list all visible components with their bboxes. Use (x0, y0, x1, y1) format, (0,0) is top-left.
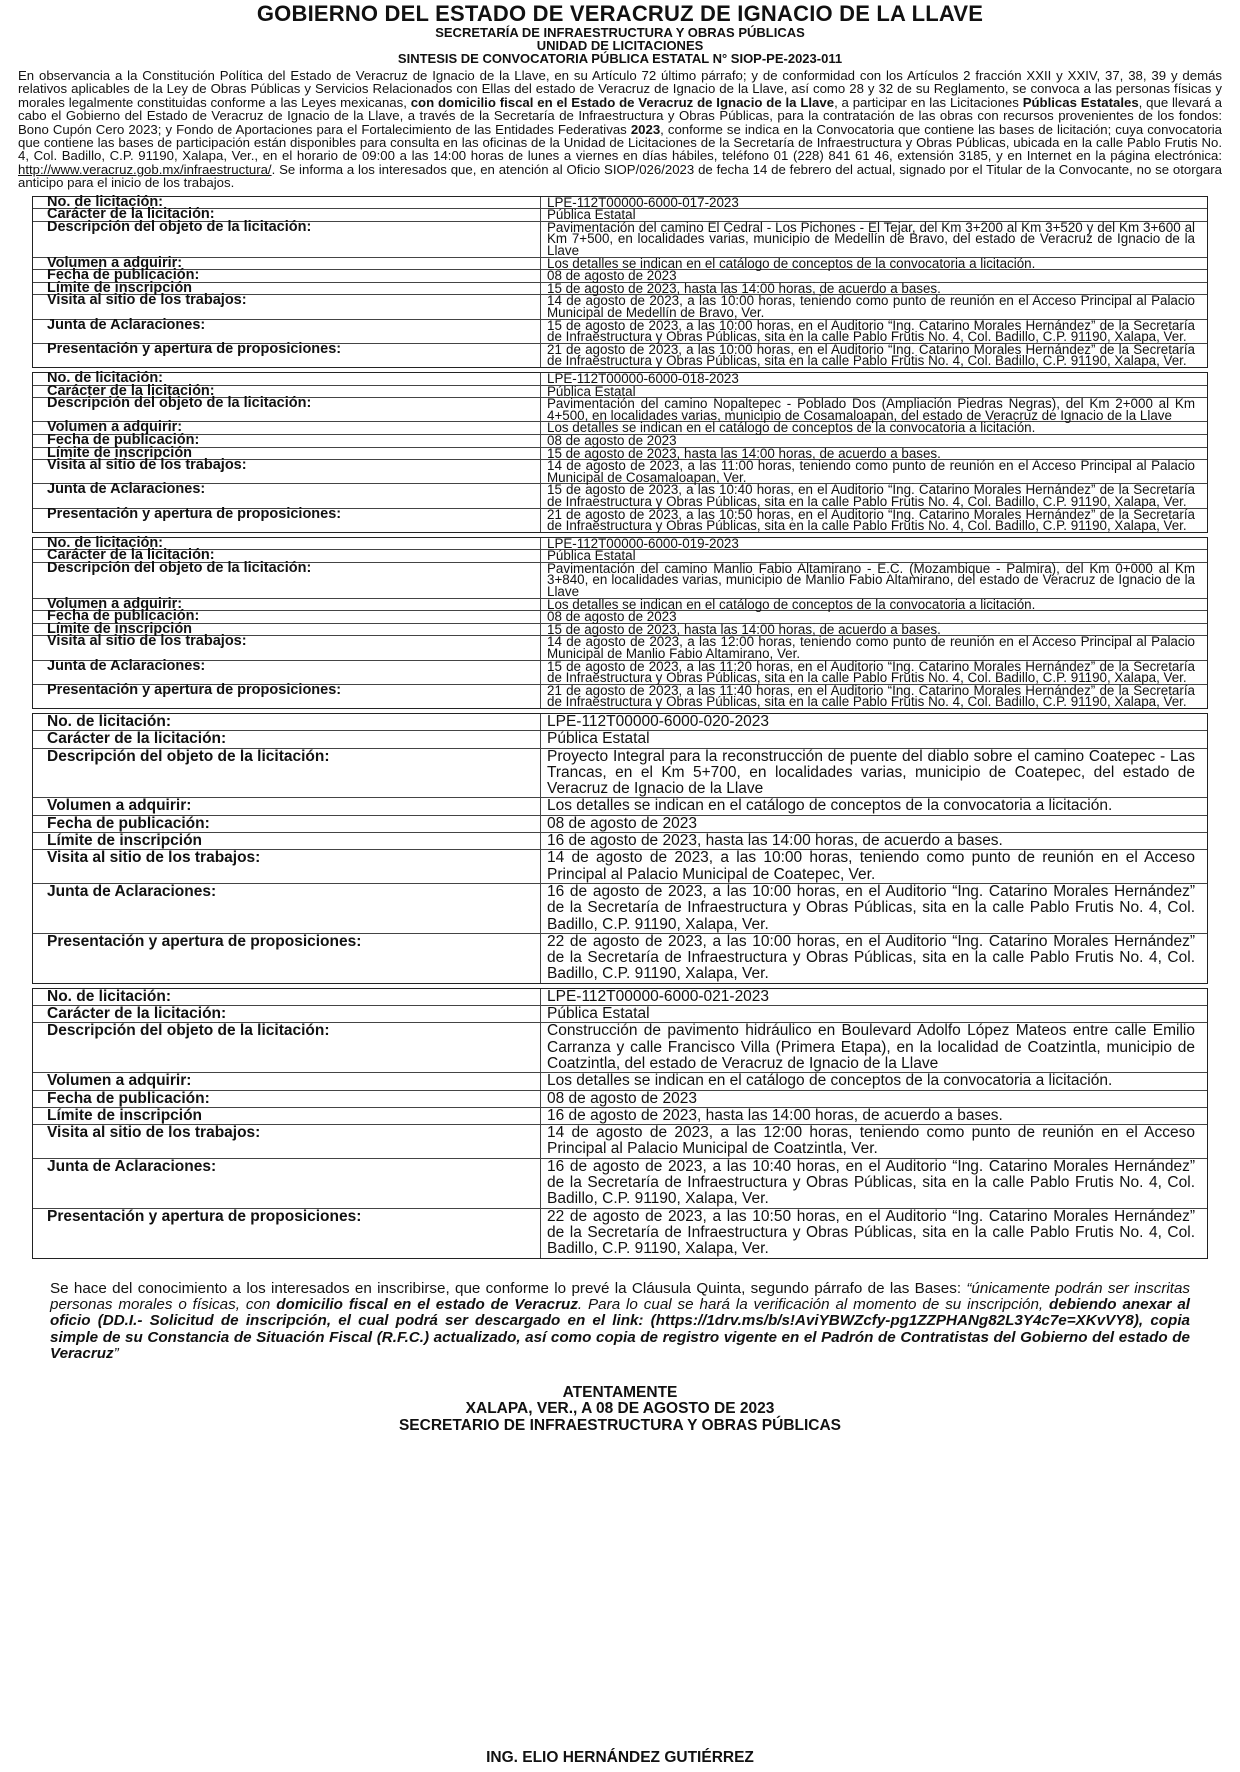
field-label-junta: Junta de Aclaraciones: (33, 1159, 541, 1208)
table-row-descripcion (33, 218, 1207, 259)
infraestructura-link[interactable]: http://www.veracruz.gob.mx/infraestructura/ (18, 161, 272, 177)
table-row-visita (33, 633, 1207, 662)
field-value-presentacion: 22 de agosto de 2023, a las 10:00 horas, en el Auditorio “Ing. Catarino Morales Hernández” de la Secretaría de Infraestructura y Obras Públicas, sita en la calle Pablo Frutis No. 4, Col. Badillo, C.P. 91190, Xalapa, Ver. (547, 932, 1195, 983)
field-value-junta: 15 de agosto de 2023, a las 11:20 horas, en el Auditorio “Ing. Catarino Morales Hernández” de la Secretaría de Infraestructura y Obras Públicas, sita en la calle Pablo Frutis No. 4, Col. Badillo, C.P. 91190, Xalapa, Ver. (547, 658, 1195, 686)
table-row-presentacion (33, 1209, 1207, 1258)
table-row-junta (33, 884, 1207, 934)
table-row-caracter (33, 731, 1207, 748)
field-label-descripcion: Descripción del objeto de la licitación: (33, 1023, 541, 1072)
field-value-caracter: Pública Estatal (547, 548, 636, 564)
intro-text-1: En observancia a la Constitución Política del Estado de Veracruz de Ignacio de la Llave, en su Artículo 72 último párrafo; y de conformidad con los Artículos 2 fracción XXII y XXIV, 37, 38, 39 y demás relativos aplicables de la Ley de Obras Públicas y Servicios Relacionados con Ellas del estado de Veracruz de Ignacio de la Llave, así como 28 y 32 de su Reglamento, se convoca a las personas físicas y morales legalmente constituidas conforme a las Leyes mexicanas, (18, 68, 1222, 110)
field-value-visita: 14 de agosto de 2023, a las 11:00 horas, teniendo como punto de reunión en el Acceso Principal al Palacio Municipal de Cosamaloapan, Ver. (547, 458, 1195, 485)
field-label-fecha: Fecha de publicación: (33, 435, 541, 447)
field-label-limite: Límite de inscripción (33, 833, 541, 849)
field-label-presentacion: Presentación y apertura de proposiciones: (33, 934, 541, 983)
page-title: GOBIERNO DEL ESTADO DE VERACRUZ DE IGNACIO DE LA LLAVE (256, 1, 984, 26)
table-row-descripcion (33, 1023, 1207, 1073)
field-label-junta: Junta de Aclaraciones: (33, 484, 541, 507)
field-value-descripcion: Pavimentación del camino Nopaltepec - Poblado Dos (Ampliación Piedras Negras), del Km 2+000 al Km 4+500, en localidades varias, municipio de Cosamaloapan, del estado de Veracruz de Ignacio de la Llave (547, 396, 1195, 423)
field-value-caracter: Pública Estatal (547, 1005, 650, 1023)
field-value-visita: 14 de agosto de 2023, a las 10:00 horas, teniendo como punto de reunión en el Acceso Principal al Palacio Municipal de Medellín de Bravo, Ver. (547, 293, 1195, 320)
field-value-visita: 14 de agosto de 2023, a las 12:00 horas, teniendo como punto de reunión en el Acceso Principal al Palacio Municipal de Manlio Fabio Altamirano, Ver. (547, 634, 1195, 662)
field-label-presentacion: Presentación y apertura de proposiciones: (33, 685, 541, 708)
field-value-limite: 16 de agosto de 2023, hasta las 14:00 horas, de acuerdo a bases. (547, 1106, 1003, 1124)
table-row-descripcion (33, 749, 1207, 799)
note-italic-1: “únicamente podrán ser inscritas personas morales o físicas, con (50, 1279, 1191, 1313)
field-label-volumen: Volumen a adquirir: (33, 258, 541, 270)
signer-position: SECRETARIO DE INFRAESTRUCTURA Y OBRAS PÚBLICAS (398, 1416, 842, 1434)
field-label-volumen: Volumen a adquirir: (33, 798, 541, 814)
field-value-caracter: Pública Estatal (547, 383, 636, 399)
field-label-presentacion: Presentación y apertura de proposiciones: (33, 1209, 541, 1258)
field-value-fecha: 08 de agosto de 2023 (547, 268, 677, 284)
field-value-presentacion: 21 de agosto de 2023, a las 10:50 horas, en el Auditorio “Ing. Catarino Morales Hernández” de la Secretaría de Infraestructura y Obras Públicas, sita en la calle Pablo Frutis No. 4, Col. Badillo, C.P. 91190, Xalapa, Ver. (547, 506, 1195, 534)
atentamente-label: ATENTAMENTE (562, 1383, 678, 1401)
table-row-volumen (33, 798, 1207, 815)
field-value-fecha: 08 de agosto de 2023 (547, 432, 677, 448)
table-row-descripcion (33, 395, 1207, 423)
field-label-volumen: Volumen a adquirir: (33, 1073, 541, 1089)
table-row-visita (33, 1125, 1207, 1159)
field-label-descripcion: Descripción del objeto de la licitación: (33, 749, 541, 798)
field-value-caracter: Pública Estatal (547, 730, 650, 748)
field-label-presentacion: Presentación y apertura de proposiciones: (33, 509, 541, 532)
field-label-caracter: Carácter de la licitación: (33, 1006, 541, 1022)
intro-bold-1: con domicilio fiscal en el Estado de Veracruz de Ignacio de la Llave (410, 94, 835, 110)
field-label-junta: Junta de Aclaraciones: (33, 884, 541, 933)
field-value-descripcion: Proyecto Integral para la reconstrucción de puente del diablo sobre el camino Coatepec - Las Trancas, en el Km 5+700, en localidades varias, municipio de Coatepec, del estado de Veracruz de Ignacio de la Llave (547, 747, 1195, 798)
intro-paragraph (18, 69, 1222, 190)
licitacion-table (32, 369, 1208, 534)
field-value-descripcion: Pavimentación del camino Manlio Fabio Altamirano - E.C. (Mozambique - Palmira), del Km 0+000 al Km 3+840, en localidades varias, municipio de Manlio Fabio Altamirano, del estado de Veracruz de Ignacio de la Llave (547, 560, 1195, 600)
table-row-volumen (33, 1073, 1207, 1090)
field-value-descripcion: Construcción de pavimento hidráulico en Boulevard Adolfo López Mateos entre calle Emilio Carranza y calle Francisco Villa (Primera Etapa), en la localidad de Coatzintla, municipio de Coatzintla, del estado de Veracruz de Ignacio de la Llave (547, 1022, 1195, 1072)
table-row-junta (33, 1159, 1207, 1209)
note-bold-1: domicilio fiscal en el estado de Veracruz (276, 1295, 578, 1313)
intro-text-5: . Se informa a los interesados que, en atención al Oficio SIOP/026/2023 de fecha 14 de febrero del actual, signado por el Titular de la Convocante, no se otorgara anticipo para el inicio de los trabajos. (18, 161, 1222, 191)
field-label-descripcion: Descripción del objeto de la licitación: (33, 398, 541, 421)
licitacion-table (32, 193, 1208, 369)
note-italic-3: ” (113, 1345, 119, 1363)
table-row-visita (33, 850, 1207, 884)
field-value-no: LPE-112T00000-6000-019-2023 (547, 535, 739, 551)
field-value-junta: 16 de agosto de 2023, a las 10:40 horas, en el Auditorio “Ing. Catarino Morales Hernández” de la Secretaría de Infraestructura y Obras Públicas, sita en la calle Pablo Frutis No. 4, Col. Badillo, C.P. 91190, Xalapa, Ver. (547, 1157, 1195, 1208)
field-label-caracter: Carácter de la licitación: (33, 731, 541, 747)
field-label-descripcion: Descripción del objeto de la licitación: (33, 563, 541, 598)
field-label-descripcion: Descripción del objeto de la licitación: (33, 222, 541, 257)
field-value-limite: 16 de agosto de 2023, hasta las 14:00 horas, de acuerdo a bases. (547, 832, 1003, 850)
table-row-presentacion (33, 505, 1207, 534)
field-value-no: LPE-112T00000-6000-021-2023 (547, 987, 770, 1005)
licitacion-table (32, 713, 1208, 984)
note-bold-2: debiendo anexar al oficio (DD.I.- Solicitud de inscripción, el cual podrá ser descargado en el link: (https://1drv.ms/b/s!AviYBWZcfy-pg1ZZPHANg82L3Y4c7e=XKvVY8), copia simple de su Constancia de Situación Fiscal (R.F.C.) actualizado, así como copia de registro vigente en el Padrón de Contratistas del Gobierno del estado de Veracruz (50, 1295, 1191, 1363)
field-value-limite: 15 de agosto de 2023, hasta las 14:00 horas, de acuerdo a bases. (547, 280, 941, 296)
field-label-no: No. de licitación: (33, 538, 541, 550)
field-value-presentacion: 21 de agosto de 2023, a las 11:40 horas, en el Auditorio “Ing. Catarino Morales Hernández” de la Secretaría de Infraestructura y Obras Públicas, sita en la calle Pablo Frutis No. 4, Col. Badillo, C.P. 91190, Xalapa, Ver. (547, 682, 1195, 710)
intro-bold-2: Públicas Estatales (1022, 94, 1139, 110)
signature-block (18, 1385, 1222, 1435)
table-row-no (33, 989, 1207, 1006)
field-value-volumen: Los detalles se indican en el catálogo de conceptos de la convocatoria a licitación. (547, 255, 1036, 271)
field-label-limite: Límite de inscripción (33, 624, 541, 636)
field-label-presentacion: Presentación y apertura de proposiciones: (33, 344, 541, 367)
intro-text-3: , que llevará a cabo el Gobierno del Estado de Veracruz de Ignacio de la Llave, a través de la Secretaría de Infraestructura y Obras Públicas, para la contratación de las obras con recursos provenientes de los fondos: Bono Cupón Cero 2023; y Fondo de Aportaciones para el Fortalecimiento de las Entidades Federativas (18, 94, 1222, 137)
sintesis-heading: SINTESIS DE CONVOCATORIA PÚBLICA ESTATAL N° SIOP-PE-2023-011 (397, 51, 843, 66)
table-row-visita (33, 457, 1207, 485)
field-label-visita: Visita al sitio de los trabajos: (33, 636, 541, 659)
field-label-fecha: Fecha de publicación: (33, 816, 541, 832)
field-value-visita: 14 de agosto de 2023, a las 12:00 horas, teniendo como punto de reunión en el Acceso Principal al Palacio Municipal de Coatzintla, Ver. (547, 1124, 1195, 1158)
field-value-fecha: 08 de agosto de 2023 (547, 814, 697, 832)
field-value-no: LPE-112T00000-6000-018-2023 (547, 370, 739, 386)
intro-bold-3: 2023 (630, 121, 661, 137)
note-text-1: Se hace del conocimiento a los interesados en inscribirse, que conforme lo prevé la Cláusula Quinta, segundo párrafo de las Bases: (50, 1279, 967, 1297)
field-value-volumen: Los detalles se indican en el catálogo de conceptos de la convocatoria a licitación. (547, 420, 1036, 436)
field-label-junta: Junta de Aclaraciones: (33, 320, 541, 343)
licitacion-table (32, 534, 1208, 710)
field-label-no: No. de licitación: (33, 197, 541, 209)
field-value-junta: 16 de agosto de 2023, a las 10:00 horas, en el Auditorio “Ing. Catarino Morales Hernández” de la Secretaría de Infraestructura y Obras Públicas, sita en la calle Pablo Frutis No. 4, Col. Badillo, C.P. 91190, Xalapa, Ver. (547, 882, 1195, 933)
table-row-caracter (33, 1006, 1207, 1023)
table-row-presentacion (33, 340, 1207, 369)
table-row-junta (33, 481, 1207, 509)
inscription-note (50, 1281, 1190, 1363)
document-header (18, 2, 1222, 65)
field-value-visita: 14 de agosto de 2023, a las 10:00 horas, teniendo como punto de reunión en el Acceso Principal al Palacio Municipal de Coatepec, Ver. (547, 849, 1195, 883)
field-label-no: No. de licitación: (33, 989, 541, 1005)
field-value-descripcion: Pavimentación del camino El Cedral - Los Pichones - El Tejar, del Km 3+200 al Km 3+520 y del Km 3+600 al Km 7+500, en localidades varias, municipio de Medellín de Bravo, del estado de Veracruz de Ignacio de la Llave (547, 219, 1195, 259)
field-value-fecha: 08 de agosto de 2023 (547, 1089, 697, 1107)
table-row-presentacion (33, 681, 1207, 710)
licitaciones-tables (18, 193, 1222, 1259)
licitacion-table (32, 988, 1208, 1259)
field-label-caracter: Carácter de la licitación: (33, 550, 541, 562)
field-value-presentacion: 22 de agosto de 2023, a las 10:50 horas, en el Auditorio “Ing. Catarino Morales Hernández” de la Secretaría de Infraestructura y Obras Públicas, sita en la calle Pablo Frutis No. 4, Col. Badillo, C.P. 91190, Xalapa, Ver. (547, 1207, 1195, 1258)
field-label-limite: Límite de inscripción (33, 448, 541, 460)
field-label-visita: Visita al sitio de los trabajos: (33, 460, 541, 483)
table-row-visita (33, 292, 1207, 320)
field-value-junta: 15 de agosto de 2023, a las 10:00 horas, en el Auditorio “Ing. Catarino Morales Hernández” de la Secretaría de Infraestructura y Obras Públicas, sita en la calle Pablo Frutis No. 4, Col. Badillo, C.P. 91190, Xalapa, Ver. (547, 317, 1195, 345)
signer-name: ING. ELIO HERNÁNDEZ GUTIÉRREZ (486, 1749, 754, 1766)
field-value-limite: 15 de agosto de 2023, hasta las 14:00 horas, de acuerdo a bases. (547, 621, 941, 637)
table-row-fecha (33, 816, 1207, 833)
field-value-volumen: Los detalles se indican en el catálogo de conceptos de la convocatoria a licitación. (547, 1072, 1113, 1090)
field-label-visita: Visita al sitio de los trabajos: (33, 850, 541, 883)
field-label-volumen: Volumen a adquirir: (33, 422, 541, 434)
field-label-volumen: Volumen a adquirir: (33, 599, 541, 611)
table-row-limite (33, 1108, 1207, 1125)
field-value-no: LPE-112T00000-6000-017-2023 (547, 194, 739, 210)
field-value-volumen: Los detalles se indican en el catálogo de conceptos de la convocatoria a licitación. (547, 596, 1036, 612)
table-row-fecha (33, 1091, 1207, 1108)
field-label-visita: Visita al sitio de los trabajos: (33, 1125, 541, 1158)
field-label-fecha: Fecha de publicación: (33, 1091, 541, 1107)
intro-text-4: , conforme se indica en la Convocatoria que contiene las bases de licitación; cuya convocatoria que contiene las bases de participación están disponibles para consulta en las oficinas de la Unidad de Licitaciones de la Secretaría de Infraestructura y Obras Públicas, ubicada en la calle Pablo Frutis No. 4, Col. Badillo, C.P. 91190, Xalapa, Ver., en el horario de 09:00 a las 14:00 horas de lunes a viernes en días hábiles, teléfono 01 (228) 841 61 46, extensión 3185, y en Internet en la página electrónica: (18, 121, 1222, 164)
field-label-caracter: Carácter de la licitación: (33, 386, 541, 398)
intro-text-2: , a participar en las Licitaciones (834, 94, 1023, 110)
table-row-descripcion (33, 559, 1207, 600)
field-value-junta: 15 de agosto de 2023, a las 10:40 horas, en el Auditorio “Ing. Catarino Morales Hernández” de la Secretaría de Infraestructura y Obras Públicas, sita en la calle Pablo Frutis No. 4, Col. Badillo, C.P. 91190, Xalapa, Ver. (547, 482, 1195, 509)
field-label-limite: Límite de inscripción (33, 283, 541, 295)
field-value-presentacion: 21 de agosto de 2023, a las 10:00 horas, en el Auditorio “Ing. Catarino Morales Hernández” de la Secretaría de Infraestructura y Obras Públicas, sita en la calle Pablo Frutis No. 4, Col. Badillo, C.P. 91190, Xalapa, Ver. (547, 341, 1195, 369)
secretaria-heading: SECRETARÍA DE INFRAESTRUCTURA Y OBRAS PÚBLICAS (435, 25, 805, 40)
field-label-visita: Visita al sitio de los trabajos: (33, 295, 541, 318)
unidad-heading: UNIDAD DE LICITACIONES (536, 38, 704, 53)
table-row-limite (33, 833, 1207, 850)
field-value-volumen: Los detalles se indican en el catálogo de conceptos de la convocatoria a licitación. (547, 797, 1113, 815)
table-row-no (33, 714, 1207, 731)
field-value-fecha: 08 de agosto de 2023 (547, 609, 677, 625)
field-label-fecha: Fecha de publicación: (33, 611, 541, 623)
field-label-limite: Límite de inscripción (33, 1108, 541, 1124)
field-label-no: No. de licitación: (33, 714, 541, 730)
field-value-no: LPE-112T00000-6000-020-2023 (547, 713, 770, 730)
field-label-no: No. de licitación: (33, 373, 541, 385)
field-label-junta: Junta de Aclaraciones: (33, 661, 541, 684)
place-date: XALAPA, VER., A 08 DE AGOSTO DE 2023 (465, 1400, 775, 1418)
field-value-caracter: Pública Estatal (547, 207, 636, 223)
table-row-presentacion (33, 934, 1207, 983)
field-label-caracter: Carácter de la licitación: (33, 209, 541, 221)
field-value-limite: 15 de agosto de 2023, hasta las 14:00 horas, de acuerdo a bases. (547, 445, 941, 461)
note-italic-2: . Para lo cual se hará la verificación al momento de su inscripción, (577, 1295, 1050, 1313)
field-label-fecha: Fecha de publicación: (33, 270, 541, 282)
